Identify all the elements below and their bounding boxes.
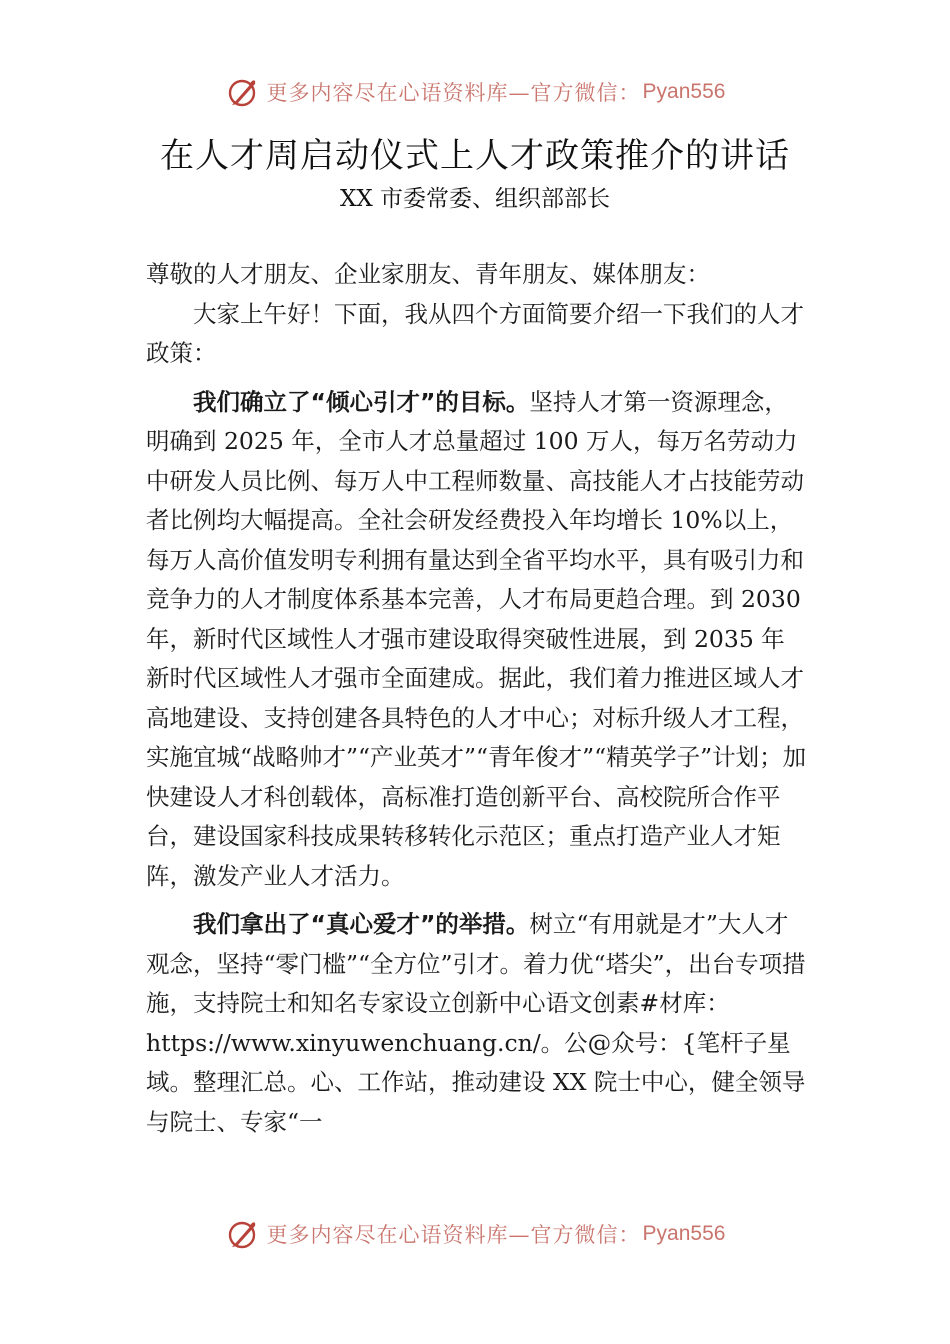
- intro-paragraph: 大家上午好！下面，我从四个方面简要介绍一下我们的人才政策：: [146, 299, 804, 367]
- section-2-body: 树立“有用就是才”大人才观念，坚持“零门槛”“全方位”引才。着力优“塔尖”，出台专项措施，支持院士和知名专家设立创新中心语文创素#材库：https://www.xinyuwenchuang.cn/。公@众号：{笔杆子星域。整理汇总。心、工作站，推动建设 XX 院士中心，健全领导与院士、专家“一: [146, 910, 806, 1136]
- section-2-paragraph: [146, 905, 808, 1142]
- watermark-wechat-id: Pyan556: [642, 1222, 726, 1245]
- salutation: 尊敬的人才朋友、企业家朋友、青年朋友、媒体朋友：: [146, 260, 710, 288]
- section-1-paragraph: [146, 383, 808, 897]
- watermark-banner-top: [0, 70, 950, 114]
- page-title: 在人才周启动仪式上人才政策推介的讲话: [160, 136, 790, 176]
- watermark-text: 更多内容尽在心语资料库—官方微信：: [266, 1223, 641, 1247]
- watermark-wechat-id: Pyan556: [642, 80, 726, 103]
- section-2-lead: 我们拿出了“真心爱才”的举措。: [193, 910, 530, 938]
- watermark-text: 更多内容尽在心语资料库—官方微信：: [266, 81, 641, 105]
- quill-logo-icon: [225, 1216, 261, 1252]
- section-1-lead: 我们确立了“倾心引才”的目标。: [193, 387, 530, 416]
- document-body: [146, 255, 808, 1142]
- quill-logo-icon: [225, 74, 261, 110]
- page-subtitle: XX 市委常委、组织部部长: [339, 186, 611, 212]
- section-1-body: 坚持人才第一资源理念，明确到 2025 年，全市人才总量超过 100 万人，每万名劳动力中研发人员比例、每万人中工程师数量、高技能人才占技能劳动者比例均大幅提高。全社会研发经费投入年均增长 10%以上，每万人高价值发明专利拥有量达到全省平均水平，具有吸引力和竞争力的人才制度体系基本完善，人才布局更趋合理。到 2030 年，新时代区域性人才强市建设取得突破性进展，到 2035 年新时代区域性人才强市全面建成。据此，我们着力推进区域人才高地建设、支持创建各具特色的人才中心；对标升级人才工程，实施宜城“战略帅才”“产业英才”“青年俊才”“精英学子”计划；加快建设人才科创载体，高标准打造创新平台、高校院所合作平台，建设国家科技成果转移转化示范区；重点打造产业人才矩阵，激发产业人才活力。: [146, 387, 807, 890]
- watermark-banner-bottom: [0, 1212, 950, 1256]
